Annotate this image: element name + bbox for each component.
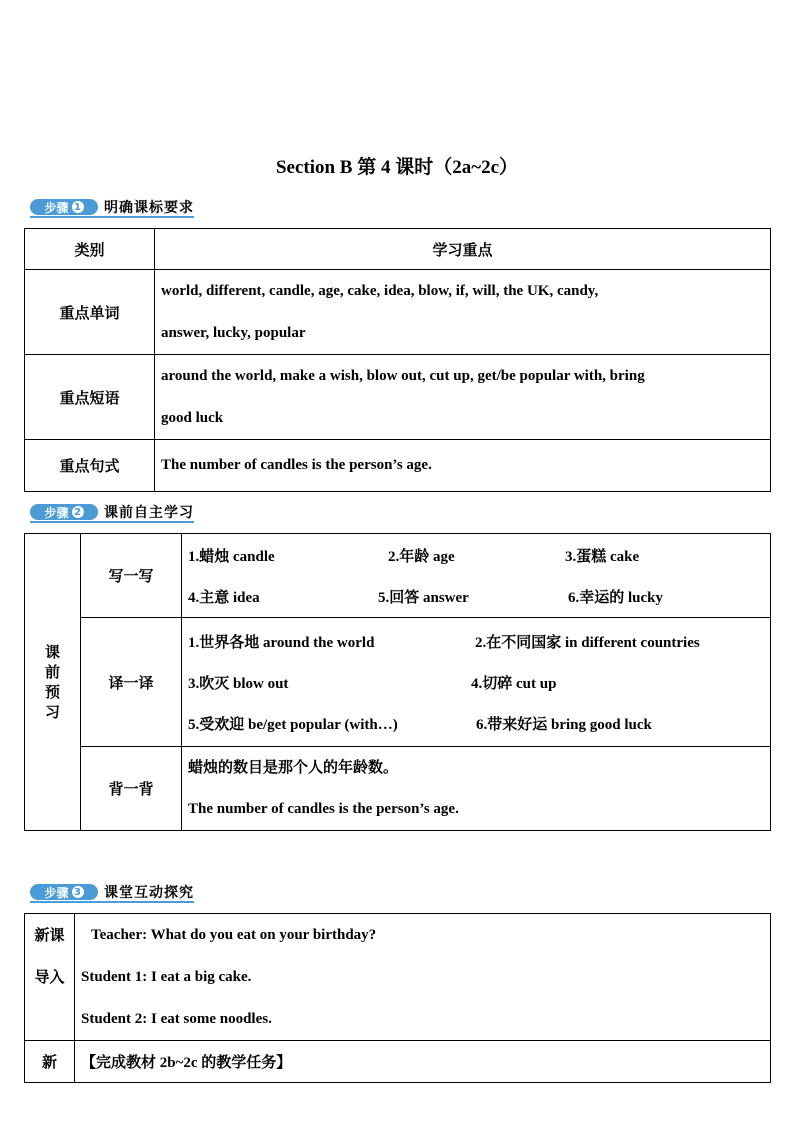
vocab-item: 4.主意 idea (188, 589, 260, 606)
key-words-line: answer, lucky, popular (161, 325, 306, 341)
dialogue-line: Student 2: I eat some noodles. (81, 1011, 272, 1027)
dialogue-line: Student 1: I eat a big cake. (81, 969, 252, 985)
vocab-item: 3.蛋糕 cake (565, 548, 640, 565)
page-title: Section B 第 4 课时（2a~2c） (275, 157, 519, 178)
key-words-line: world, different, candle, age, cake, idea, blow, if, will, the UK, candy, (161, 283, 599, 299)
preview-side-label: 课前预习 (25, 534, 81, 831)
step-label: 明确课标要求 (104, 200, 194, 216)
translate-items (182, 618, 771, 747)
step-3-header (30, 883, 194, 901)
classroom-table (24, 913, 771, 1083)
key-phrases-line: good luck (161, 410, 224, 426)
write-items (182, 534, 771, 618)
intro-label: 新课 导入 (25, 914, 75, 1041)
new-task: 【完成教材 2b~2c 的教学任务】 (75, 1041, 771, 1083)
step-2-header (30, 503, 194, 521)
recite-cell (182, 747, 771, 831)
category-words: 重点单词 (25, 270, 155, 355)
step-badge: 步骤 3 (30, 884, 98, 900)
step-number: 2 (72, 506, 84, 518)
step-label: 课前自主学习 (104, 505, 194, 521)
new-label: 新 (25, 1041, 75, 1083)
phrase-item: 5.受欢迎 be/get popular (with…) (188, 716, 398, 733)
phrase-item: 2.在不同国家 in different countries (475, 634, 700, 651)
category-phrases: 重点短语 (25, 355, 155, 440)
key-words-cell (155, 270, 771, 355)
step-number: 1 (72, 201, 84, 213)
header-category: 类别 (25, 229, 155, 270)
vocab-item: 2.年龄 age (388, 548, 455, 565)
vocab-item: 1.蜡烛 candle (188, 548, 275, 565)
phrase-item: 3.吹灭 blow out (188, 675, 289, 692)
dialogue-line: Teacher: What do you eat on your birthday? (91, 927, 377, 943)
vocab-item: 5.回答 answer (378, 589, 469, 606)
step-label: 课堂互动探究 (104, 885, 194, 901)
phrase-item: 1.世界各地 around the world (188, 634, 375, 651)
step-number: 3 (72, 886, 84, 898)
step-underline (30, 901, 194, 903)
key-phrases-cell (155, 355, 771, 440)
phrase-item: 4.切碎 cut up (471, 675, 557, 692)
step-underline (30, 521, 194, 523)
intro-dialogue (75, 914, 771, 1041)
translate-label: 译一译 (81, 618, 182, 747)
category-sentences: 重点句式 (25, 440, 155, 492)
preview-table (24, 533, 771, 831)
step-underline (30, 216, 194, 218)
key-points-table (24, 228, 771, 492)
recite-line-en: The number of candles is the person’s age. (188, 800, 459, 817)
recite-label: 背一背 (81, 747, 182, 831)
header-key-points: 学习重点 (155, 229, 771, 270)
step-badge: 步骤 1 (30, 199, 98, 215)
write-label: 写一写 (81, 534, 182, 618)
step-1-header (30, 198, 194, 216)
recite-line-cn: 蜡烛的数目是那个人的年龄数。 (188, 759, 399, 776)
step-badge: 步骤 2 (30, 504, 98, 520)
key-phrases-line: around the world, make a wish, blow out, cut up, get/be popular with, bring (161, 368, 645, 384)
vocab-item: 6.幸运的 lucky (568, 589, 664, 606)
phrase-item: 6.带来好运 bring good luck (476, 716, 652, 733)
key-sentence-cell: The number of candles is the person’s age. (155, 440, 771, 492)
